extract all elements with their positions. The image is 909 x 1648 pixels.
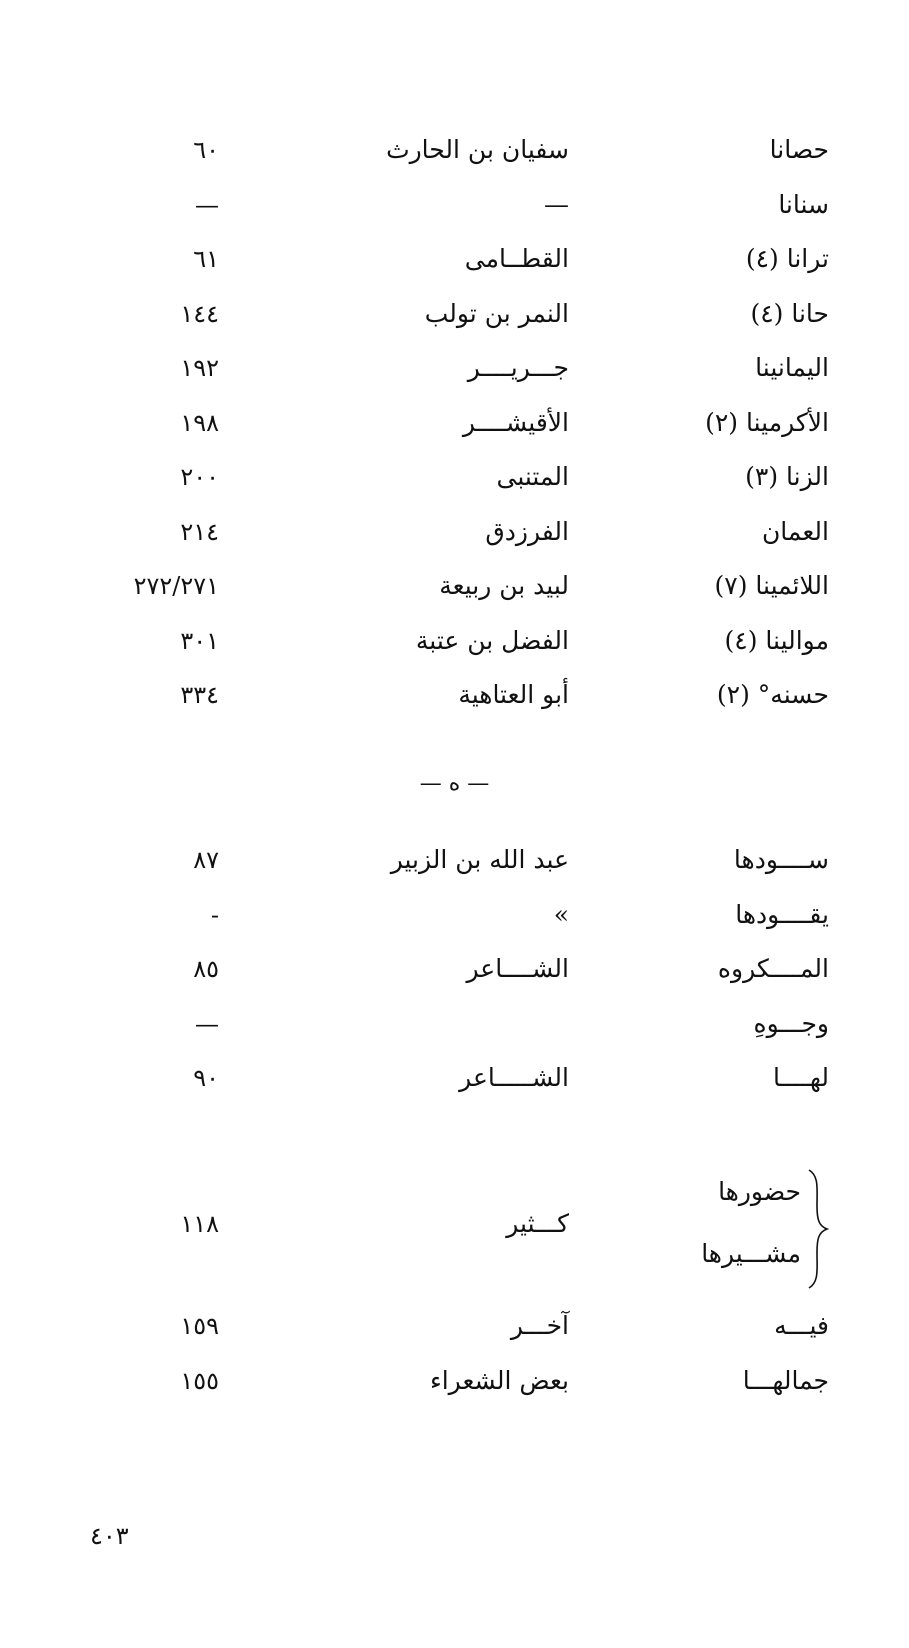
poet-name: الأقيشــــر bbox=[462, 407, 569, 437]
poet-name: » bbox=[553, 899, 569, 929]
index-row bbox=[0, 237, 909, 281]
poet-name: المتنبى bbox=[496, 462, 569, 491]
page-reference: - bbox=[210, 900, 219, 929]
section-separator-ha: — ه — bbox=[419, 771, 490, 796]
rhyme-word: ترانا (٤) bbox=[745, 244, 829, 273]
poet-name: الفرزدق bbox=[485, 516, 569, 546]
page-reference: ٣٠١ bbox=[180, 626, 219, 655]
rhyme-word: المــــكروه bbox=[717, 954, 829, 983]
poet-name: الشــــاعر bbox=[466, 954, 569, 983]
page-reference: — bbox=[195, 190, 219, 219]
poet-name: سفيان بن الحارث bbox=[386, 135, 569, 164]
index-row bbox=[0, 673, 909, 717]
index-row bbox=[0, 1056, 909, 1100]
poet-name: كـــثير bbox=[506, 1209, 569, 1238]
page-reference: ٩٠ bbox=[193, 1064, 219, 1092]
curly-brace-icon bbox=[805, 1168, 831, 1290]
rhyme-word: حسنه° (٢) bbox=[716, 680, 829, 709]
poet-name: — bbox=[544, 189, 569, 219]
rhyme-word: يقــــودها bbox=[735, 899, 829, 929]
page-reference: ١٥٩ bbox=[180, 1312, 219, 1340]
rhyme-word: العمان bbox=[761, 516, 829, 546]
page-reference: ١٩٢ bbox=[180, 354, 219, 382]
page-reference: ٣٣٤ bbox=[180, 681, 219, 709]
page-reference: ٢٧٢/٢٧١ bbox=[133, 572, 219, 600]
poet-name: عبد الله بن الزبير bbox=[390, 845, 569, 874]
rhyme-word: حضورها bbox=[718, 1177, 801, 1206]
poet-name: جـــريــــر bbox=[467, 353, 569, 382]
index-row bbox=[0, 1002, 909, 1046]
poet-name: النمر بن تولب bbox=[424, 298, 569, 328]
poet-name: الفضل بن عتبة bbox=[415, 625, 569, 655]
page-reference: ٢١٤ bbox=[180, 517, 219, 546]
rhyme-word: جمالهـــا bbox=[742, 1365, 829, 1395]
rhyme-word: مشـــيرها bbox=[701, 1239, 801, 1268]
index-row bbox=[0, 455, 909, 499]
rhyme-word: الأكرمينا (٢) bbox=[705, 407, 829, 437]
page-reference: ١٥٥ bbox=[180, 1366, 219, 1395]
page-reference: ٨٥ bbox=[193, 955, 219, 983]
index-row bbox=[0, 893, 909, 937]
page-reference: ٦٠ bbox=[193, 136, 219, 164]
index-row bbox=[0, 838, 909, 882]
rhyme-word: وجـــوهِ bbox=[753, 1008, 829, 1038]
rhyme-word: لهــــا bbox=[772, 1063, 829, 1092]
brace-group-entry bbox=[0, 1170, 909, 1290]
rhyme-word: الزنا (٣) bbox=[745, 462, 829, 491]
rhyme-word: سنانا bbox=[778, 189, 829, 219]
rhyme-word: فيـــه bbox=[774, 1311, 829, 1340]
poet-name: آخـــر bbox=[510, 1311, 569, 1340]
index-row bbox=[0, 947, 909, 991]
rhyme-word: موالينا (٤) bbox=[724, 625, 829, 655]
poet-name: أبو العتاهية bbox=[458, 680, 569, 709]
index-row bbox=[0, 292, 909, 336]
page-number: ٤٠٣ bbox=[90, 1522, 129, 1550]
page-reference: ١٩٨ bbox=[180, 408, 219, 437]
index-row bbox=[0, 564, 909, 608]
rhyme-word: اليمانينا bbox=[755, 353, 829, 382]
page-reference: ١٤٤ bbox=[180, 299, 219, 328]
page-reference: ٨٧ bbox=[193, 846, 219, 874]
index-row bbox=[0, 346, 909, 390]
rhyme-word: ســــودها bbox=[733, 845, 829, 874]
index-row bbox=[0, 401, 909, 445]
page-reference: — bbox=[195, 1009, 219, 1038]
rhyme-word: حانا (٤) bbox=[750, 298, 829, 328]
index-row bbox=[0, 619, 909, 663]
poet-name: لبيد بن ربيعة bbox=[439, 571, 569, 600]
index-row bbox=[0, 510, 909, 554]
rhyme-word: اللائمينا (٧) bbox=[714, 571, 829, 600]
poet-name: الشـــــاعر bbox=[459, 1063, 569, 1092]
rhyme-word: حصانا bbox=[769, 135, 829, 164]
page-reference: ١١٨ bbox=[180, 1210, 219, 1238]
poet-name: بعض الشعراء bbox=[429, 1365, 569, 1395]
index-row bbox=[0, 128, 909, 172]
poet-name: القطــامى bbox=[464, 244, 569, 273]
index-row bbox=[0, 1359, 909, 1403]
index-row bbox=[0, 183, 909, 227]
page-reference: ٦١ bbox=[193, 245, 219, 273]
page-reference: ٢٠٠ bbox=[180, 463, 219, 491]
index-row bbox=[0, 1304, 909, 1348]
